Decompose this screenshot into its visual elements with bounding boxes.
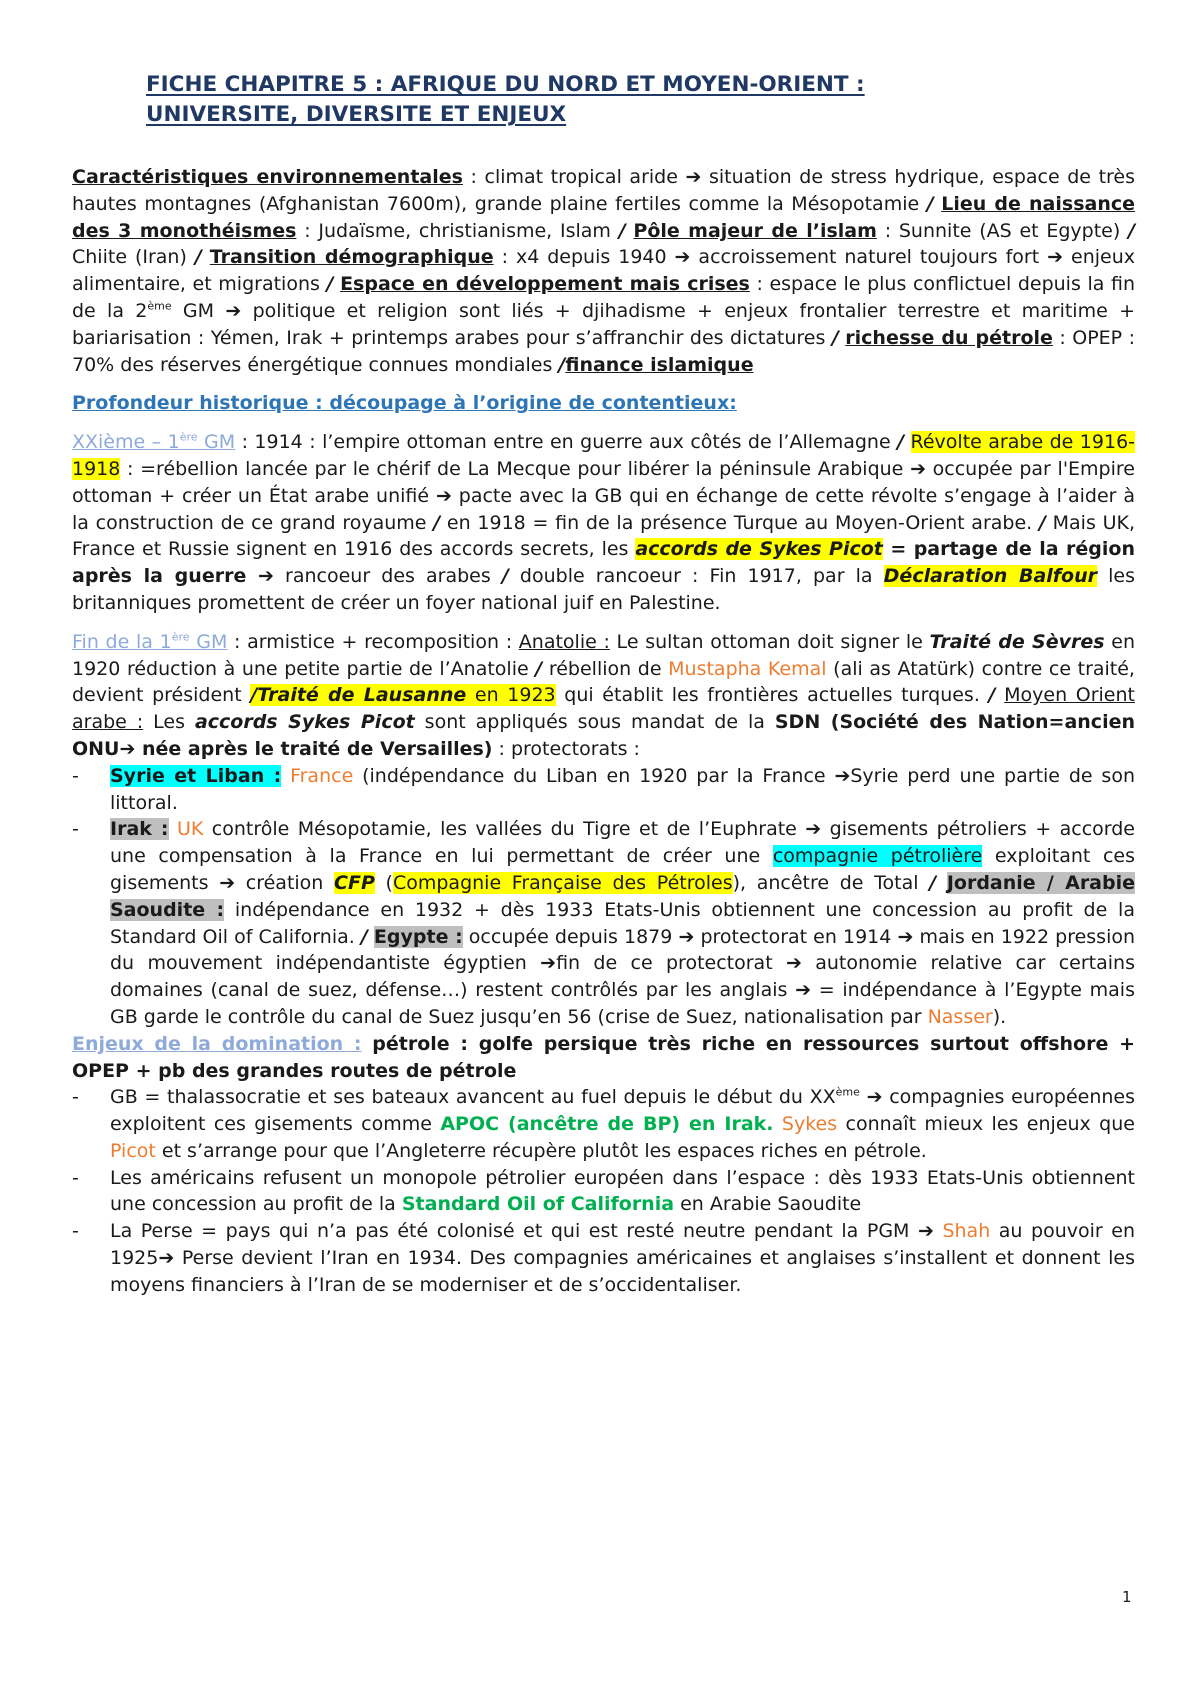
heading-enjeux: Enjeux de la domination :	[72, 1032, 362, 1055]
highlight-revolte-arabe: Révolte arabe de 1916-1918	[72, 431, 1136, 480]
paragraph-enjeux: Enjeux de la domination : pétrole : golfe persique très riche en ressources surtout offshore + OPEP + pb des grandes routes de pétrole	[72, 1032, 1135, 1082]
list-item: - Syrie et Liban : France (indépendance du Liban en 1920 par la France ➔Syrie perd une partie de son littoral.	[72, 763, 1135, 817]
arrow-icon: ➔	[435, 484, 452, 507]
list-enjeux	[72, 1084, 1135, 1298]
arrow-icon: ➔	[219, 871, 236, 894]
arrow-icon: ➔	[258, 565, 274, 588]
arrow-icon: ➔	[795, 979, 812, 1002]
highlight-balfour: Déclaration Balfour	[883, 565, 1097, 588]
title-line-1: FICHE CHAPITRE 5 : AFRIQUE DU NORD ET MOYEN-ORIENT :	[146, 72, 865, 97]
heading-xxieme: XXième – 1ère GM	[72, 430, 236, 454]
list-item: - La Perse = pays qui n’a pas été colonisé et qui est resté neutre pendant la PGM ➔ Shah au pouvoir en 1925➔ Perse devient l’Iran en 1934. Des compagnies américaines et anglaises s’installent et donnent les moyens financiers à l’Iran de se moderniser et de s’occidentaliser.	[72, 1218, 1135, 1298]
heading-petrole: richesse du pétrole	[845, 326, 1053, 349]
heading-fin-gm: Fin de la 1ère GM	[72, 630, 228, 653]
heading-monotheismes: Lieu de naissance des 3 monothéismes	[72, 192, 1135, 242]
arrow-icon: ➔	[1047, 246, 1064, 269]
list-item: - Les américains refusent un monopole pétrolier européen dans l’espace : dès 1933 Etats-Unis obtiennent une concession au profit de la Standard Oil of California en Arabie Saoudite	[72, 1165, 1135, 1219]
section-heading-profondeur: Profondeur historique : découpage à l’origine de contentieux:	[72, 392, 737, 415]
arrow-icon: ➔	[674, 246, 691, 269]
title-line-2: UNIVERSITE, DIVERSITE ET ENJEUX	[146, 102, 567, 127]
arrow-icon: ➔	[540, 952, 557, 975]
heading-crises: Espace en développement mais crises	[340, 273, 750, 296]
list-item: - Irak : UK contrôle Mésopotamie, les vallées du Tigre et de l’Euphrate ➔ gisements pétroliers + accorde une compensation à la France en lui permettant de créer une compagnie pétrolière exploitant ces gisements ➔ création CFP (Compagnie Française des Pétroles), ancêtre de Total / Jordanie / Arabie Saoudite : indépendance en 1932 + dès 1933 Etats-Unis obtiennent une concession au profit de la Standard Oil of California. / Egypte : occupée depuis 1879 ➔ protectorat en 1914 ➔ mais en 1922 pression du mouvement indépendantiste égyptien ➔fin de ce protectorat ➔ autonomie relative car certains domaines (canal de suez, défense…) restent contrôlés par les anglais ➔ = indépendance à l’Egypte mais GB garde le contrôle du canal de Suez jusqu’en 56 (crise de Suez, nationalisation par Nasser).	[72, 816, 1135, 1030]
list-item: - GB = thalassocratie et ses bateaux avancent au fuel depuis le début du XXème ➔ compagnies européennes exploitent ces gisements comme APOC (ancêtre de BP) en Irak. Sykes connaît mieux les enjeux que Picot et s’arrange pour que l’Angleterre récupère plutôt les espaces riches en pétrole.	[72, 1084, 1135, 1164]
arrow-icon: ➔	[917, 1220, 934, 1243]
arrow-icon: ➔	[910, 457, 926, 480]
heading-finance: finance islamique	[565, 353, 754, 376]
document-page	[72, 70, 1135, 1299]
arrow-icon: ➔	[834, 764, 851, 787]
arrow-icon: ➔	[866, 1086, 883, 1109]
page-title	[146, 70, 1135, 130]
heading-transition: Transition démographique	[209, 246, 494, 269]
arrow-icon: ➔	[119, 737, 136, 760]
paragraph-environment: Caractéristiques environnementales : climat tropical aride ➔ situation de stress hydrique, espace de très hautes montagnes (Afghanistan 7600m), grande plaine fertiles comme la Mésopotamie / Lieu de naissance des 3 monothéismes : Judaïsme, christianisme, Islam / Pôle majeur de l’islam : Sunnite (AS et Egypte) / Chiite (Iran) / Transition démographique : x4 depuis 1940 ➔ accroissement naturel toujours fort ➔ enjeux alimentaire, et migrations / Espace en développement mais crises : espace le plus conflictuel depuis la fin de la 2ème GM ➔ politique et religion sont liés + djihadisme + enjeux frontalier terrestre et maritime + bariarisation : Yémen, Irak + printemps arabes pour s’affranchir des dictatures / richesse du pétrole : OPEP : 70% des réserves énergétique connues mondiales /finance islamique	[72, 166, 1136, 376]
arrow-icon: ➔	[158, 1247, 175, 1270]
arrow-icon: ➔	[685, 166, 702, 188]
heading-env: Caractéristiques environnementales	[72, 166, 463, 188]
arrow-icon: ➔	[805, 818, 822, 841]
arrow-icon: ➔	[678, 925, 695, 948]
paragraph-fin-gm: Fin de la 1ère GM : armistice + recomposition : Anatolie : Le sultan ottoman doit signer le Traité de Sèvres en 1920 réduction à une petite partie de l’Anatolie / rébellion de Mustapha Kemal (ali as Atatürk) contre ce traité, devient président /Traité de Lausanne en 1923 qui établit les frontières actuelles turques. / Moyen Orient arabe : Les accords Sykes Picot sont appliqués sous mandat de la SDN (Société des Nation=ancien ONU➔ née après le traité de Versailles) : protectorats :	[72, 630, 1135, 760]
arrow-icon: ➔	[785, 952, 802, 975]
list-protectorats	[72, 763, 1135, 1031]
page-number: 1	[1122, 1588, 1132, 1606]
heading-islam: Pôle majeur de l’islam	[633, 219, 877, 242]
arrow-icon: ➔	[225, 299, 242, 322]
paragraph-xxieme: XXième – 1ère GM : 1914 : l’empire ottoman entre en guerre aux côtés de l’Allemagne / Révolte arabe de 1916-1918 : =rébellion lancée par le chérif de La Mecque pour libérer la péninsule Arabique ➔ occupée par l'Empire ottoman + créer un État arabe unifié ➔ pacte avec la GB qui en échange de cette révolte s’engage à l’aider à la construction de ce grand royaume / en 1918 = fin de la présence Turque au Moyen-Orient arabe. / Mais UK, France et Russie signent en 1916 des accords secrets, les accords de Sykes Picot = partage de la région après la guerre ➔ rancoeur des arabes / double rancoeur : Fin 1917, par la Déclaration Balfour les britanniques promettent de créer un foyer national juif en Palestine.	[72, 430, 1136, 614]
arrow-icon: ➔	[897, 925, 914, 948]
highlight-lausanne: /Traité de Lausanne en 1923	[250, 684, 556, 707]
highlight-sykes-picot: accords de Sykes Picot	[635, 538, 883, 561]
